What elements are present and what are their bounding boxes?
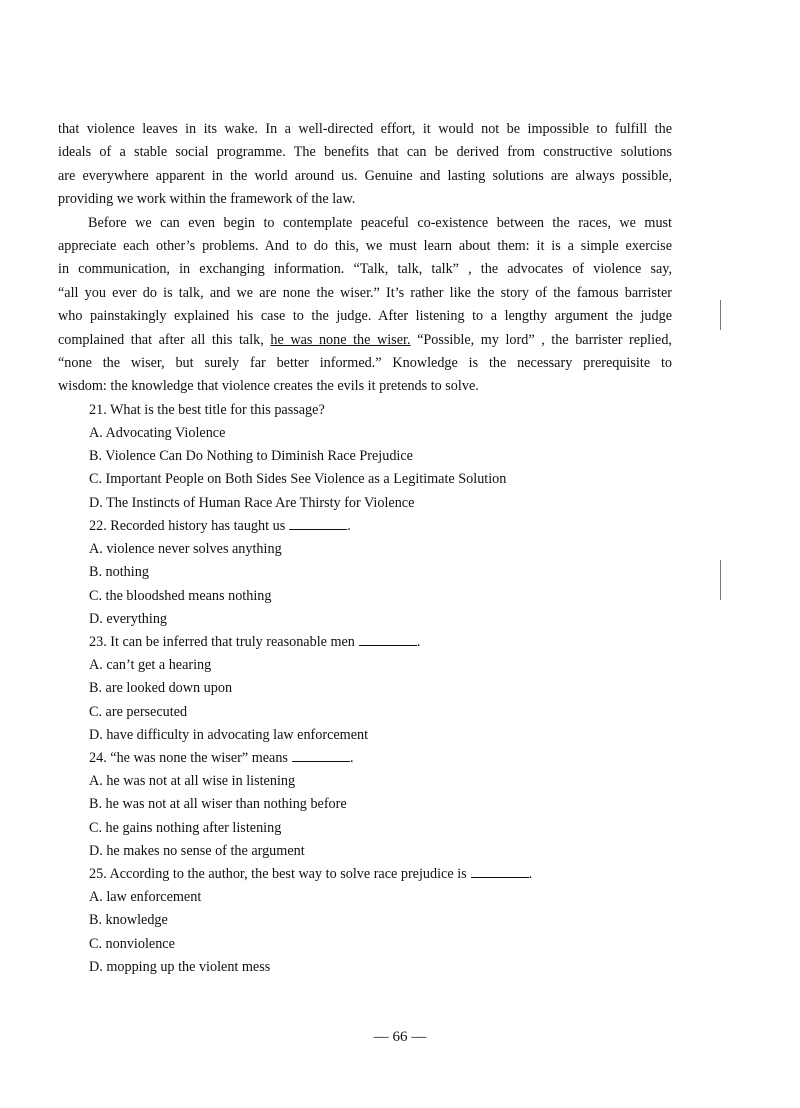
- question-stem: [58, 631, 672, 654]
- question-end: .: [416, 633, 421, 650]
- answer-blank: [292, 749, 350, 762]
- answer-option: A. he was not at all wise in listening: [89, 773, 296, 790]
- page-number: — 66 —: [373, 1029, 427, 1045]
- text-line: “all you ever do is talk, and we are none the wiser.” It’s rather like the story of the famous barrister: [58, 284, 672, 301]
- text-line: are everywhere apparent in the world around us. Genuine and lasting solutions are always possible,: [58, 167, 672, 184]
- questions-list: [58, 399, 672, 979]
- text-line: [58, 329, 672, 352]
- question-stem: [58, 863, 672, 886]
- text-fragment: “Possible, my lord” , the barrister replied,: [410, 331, 672, 348]
- text-line: who painstakingly explained his case to the judge. After listening to a lengthy argument the judge: [58, 308, 672, 325]
- answer-option: C. Important People on Both Sides See Violence as a Legitimate Solution: [89, 471, 507, 488]
- scan-margin-mark: [720, 300, 721, 330]
- answer-option: D. everything: [89, 610, 168, 627]
- question-stem: [58, 399, 672, 422]
- answer-option: C. are persecuted: [89, 703, 188, 720]
- question-text: 23. It can be inferred that truly reasonable men: [89, 633, 355, 650]
- question-text: 21. What is the best title for this passage?: [89, 401, 325, 418]
- answer-option: B. nothing: [89, 564, 149, 581]
- question-text: 25. According to the author, the best way to solve race prejudice is: [89, 865, 467, 882]
- answer-option: A. law enforcement: [89, 889, 202, 906]
- answer-option: D. have difficulty in advocating law enforcement: [89, 726, 369, 743]
- answer-option: A. can’t get a hearing: [89, 657, 212, 674]
- text-line: wisdom: the knowledge that violence creates the evils it pretends to solve.: [58, 378, 479, 395]
- answer-blank: [471, 865, 529, 878]
- answer-option: D. The Instincts of Human Race Are Thirsty for Violence: [89, 494, 415, 511]
- answer-option: D. he makes no sense of the argument: [89, 842, 305, 859]
- answer-option: A. Advocating Violence: [89, 425, 226, 442]
- text-line: “none the wiser, but surely far better informed.” Knowledge is the necessary prerequisite to: [58, 355, 672, 372]
- answer-option: B. Violence Can Do Nothing to Diminish Race Prejudice: [89, 448, 413, 465]
- answer-blank: [289, 517, 347, 530]
- answer-option: B. he was not at all wiser than nothing before: [89, 796, 347, 813]
- question-text: 24. “he was none the wiser” means: [89, 749, 288, 766]
- text-line: that violence leaves in its wake. In a well-directed effort, it would not be impossible to fulfill the: [58, 121, 672, 137]
- paragraph-1: [58, 118, 672, 212]
- answer-option: C. nonviolence: [89, 935, 175, 952]
- scan-margin-mark: [720, 560, 721, 600]
- answer-option: C. the bloodshed means nothing: [89, 587, 272, 604]
- document-page: [58, 118, 672, 979]
- answer-option: B. are looked down upon: [89, 680, 233, 697]
- answer-option: A. violence never solves anything: [89, 541, 282, 558]
- question-end: .: [528, 865, 533, 882]
- paragraph-2: [58, 212, 672, 399]
- question-text: 22. Recorded history has taught us: [89, 517, 286, 534]
- underlined-phrase: he was none the wiser.: [270, 331, 411, 348]
- text-line: in communication, in exchanging information. “Talk, talk, talk” , the advocates of violence say,: [58, 261, 672, 278]
- question-stem: [58, 515, 672, 538]
- answer-option: D. mopping up the violent mess: [89, 958, 271, 975]
- text-line: appreciate each other’s problems. And to do this, we must learn about them: it is a simple exercise: [58, 238, 672, 255]
- question-end: .: [349, 749, 354, 766]
- text-line: ideals of a stable social programme. The benefits that can be derived from constructive solutions: [58, 144, 672, 161]
- question-stem: [58, 747, 672, 770]
- answer-option: B. knowledge: [89, 912, 168, 929]
- answer-blank: [359, 633, 417, 646]
- text-fragment: complained that after all this talk,: [58, 331, 271, 348]
- question-end: .: [347, 517, 351, 534]
- answer-option: C. he gains nothing after listening: [89, 819, 282, 836]
- text-line: providing we work within the framework of the law.: [58, 191, 356, 208]
- text-line: Before we can even begin to contemplate peaceful co-existence between the races, we must: [88, 214, 672, 231]
